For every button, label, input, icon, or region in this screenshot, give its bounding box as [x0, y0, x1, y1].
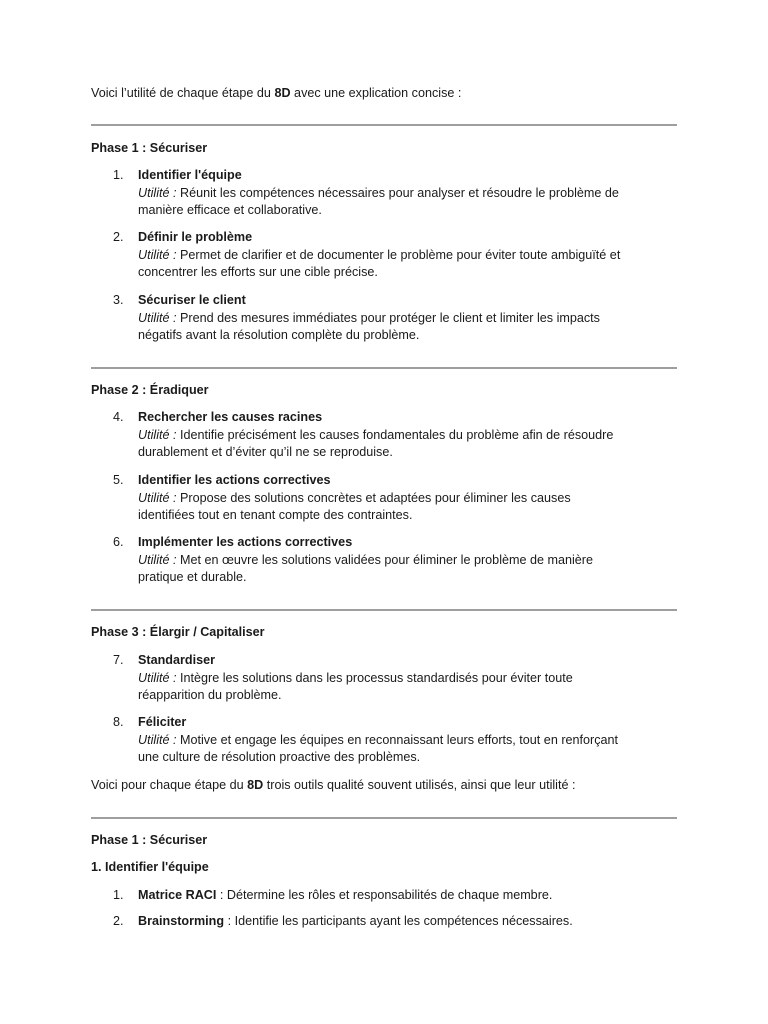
utility-label: Utilité :	[138, 670, 177, 685]
utility-label: Utilité :	[138, 427, 177, 442]
list-number: 6.	[113, 535, 124, 549]
step-title: Implémenter les actions correctives	[138, 535, 353, 549]
intro-text: Voici l’utilité de chaque étape du	[91, 86, 275, 100]
tool-name: Matrice RACI	[138, 888, 217, 902]
step-description	[138, 310, 678, 345]
description-line: identifiées tout en tenant compte des contraintes.	[138, 508, 413, 522]
list-number: 2.	[113, 230, 124, 244]
step-title: Sécuriser le client	[138, 293, 246, 307]
step-description	[138, 427, 678, 462]
utility-label: Utilité :	[138, 310, 177, 325]
description-line: manière efficace et collaborative.	[138, 203, 322, 217]
utility-label: Utilité :	[138, 247, 177, 262]
step-title: Standardiser	[138, 653, 215, 667]
intro-8d-bold: 8D	[274, 86, 291, 100]
intro-text: Voici pour chaque étape du	[91, 778, 248, 792]
step-description	[138, 670, 678, 705]
tool-description: : Détermine les rôles et responsabilités de chaque membre.	[216, 888, 553, 902]
intro-text-end: trois outils qualité souvent utilisés, ainsi que leur utilité :	[263, 778, 576, 792]
list-number: 1.	[113, 168, 124, 182]
utility-label: Utilité :	[138, 185, 177, 200]
list-number: 8.	[113, 715, 124, 729]
intro-paragraph	[91, 85, 677, 103]
description-line: durablement et d’éviter qu’il ne se reproduise.	[138, 445, 393, 459]
description-line: Prend des mesures immédiates pour protéger le client et limiter les impacts	[176, 310, 600, 325]
description-line: Motive et engage les équipes en reconnaissant leurs efforts, tout en renforçant	[176, 732, 619, 747]
step-title: Féliciter	[138, 715, 187, 729]
step-description	[138, 732, 678, 767]
description-line: une culture de résolution proactive des problèmes.	[138, 750, 421, 764]
list-number: 5.	[113, 473, 124, 487]
step-title: Rechercher les causes racines	[138, 410, 323, 424]
section-divider	[91, 609, 677, 611]
intro-8d-bold: 8D	[247, 778, 264, 792]
intro-text-end: avec une explication concise :	[290, 86, 462, 100]
description-line: pratique et durable.	[138, 570, 247, 584]
description-line: négatifs avant la résolution complète du problème.	[138, 328, 420, 342]
description-line: réapparition du problème.	[138, 688, 282, 702]
step-title: Identifier les actions correctives	[138, 473, 331, 487]
tool-description: : Identifie les participants ayant les compétences nécessaires.	[224, 914, 573, 928]
section-divider	[91, 817, 677, 819]
step-description	[138, 185, 678, 220]
list-number: 2.	[113, 914, 124, 928]
description-line: Permet de clarifier et de documenter le problème pour éviter toute ambiguïté et	[176, 247, 621, 262]
list-number: 3.	[113, 293, 124, 307]
tool-name: Brainstorming	[138, 914, 225, 928]
phase-2-title: Phase 2 : Éradiquer	[91, 383, 209, 397]
step-description	[138, 490, 678, 525]
description-line: Propose des solutions concrètes et adaptées pour éliminer les causes	[176, 490, 571, 505]
description-line: Intègre les solutions dans les processus standardisés pour éviter toute	[176, 670, 573, 685]
phase-3-title: Phase 3 : Élargir / Capitaliser	[91, 625, 265, 639]
step-description	[138, 247, 678, 282]
utility-label: Utilité :	[138, 552, 177, 567]
utility-label: Utilité :	[138, 490, 177, 505]
phase-1-title: Phase 1 : Sécuriser	[91, 141, 208, 155]
description-line: concentrer les efforts sur une cible précise.	[138, 265, 378, 279]
utility-label: Utilité :	[138, 732, 177, 747]
section-divider	[91, 124, 677, 126]
step-description	[138, 552, 678, 587]
description-line: Réunit les compétences nécessaires pour analyser et résoudre le problème de	[176, 185, 619, 200]
list-number: 7.	[113, 653, 124, 667]
section-divider	[91, 367, 677, 369]
step-title: Identifier l'équipe	[138, 168, 242, 182]
step-title: Définir le problème	[138, 230, 253, 244]
list-number: 4.	[113, 410, 124, 424]
tools-phase-1-title: Phase 1 : Sécuriser	[91, 833, 208, 847]
tools-step-title: 1. Identifier l'équipe	[91, 860, 209, 874]
description-line: Met en œuvre les solutions validées pour éliminer le problème de manière	[176, 552, 593, 567]
list-number: 1.	[113, 888, 124, 902]
description-line: Identifie précisément les causes fondamentales du problème afin de résoudre	[176, 427, 614, 442]
tools-intro-paragraph	[91, 777, 677, 795]
